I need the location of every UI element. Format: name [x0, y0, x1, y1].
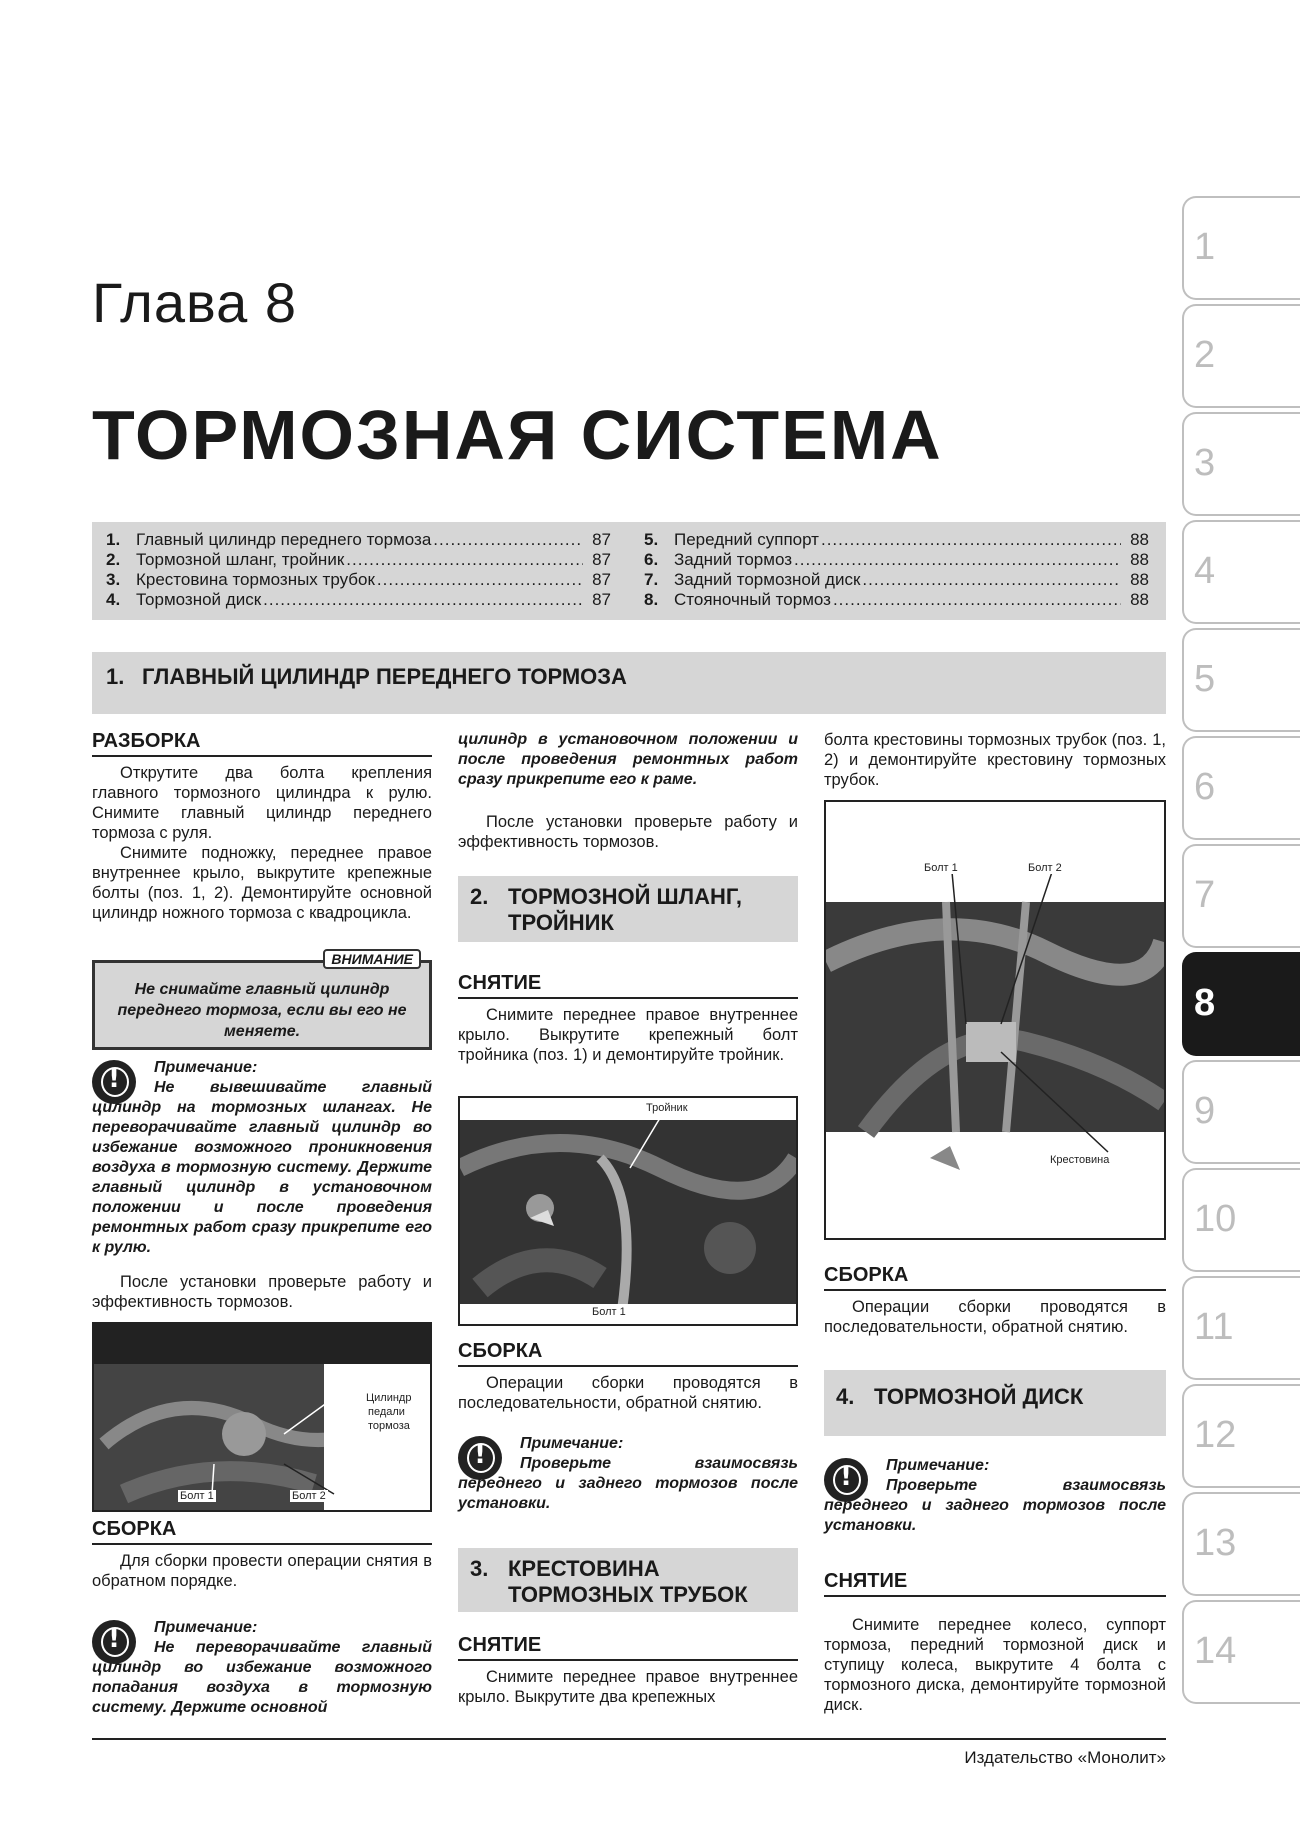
toc-title: Крестовина тормозных трубок — [136, 570, 375, 589]
chapter-tab-label: 5 — [1194, 658, 1216, 700]
toc-leader — [794, 550, 1121, 570]
subheading-sborka: СБОРКА — [458, 1340, 798, 1367]
toc-leader — [821, 530, 1121, 550]
note-label: Примечание: — [154, 1059, 258, 1076]
chapter-tab-6[interactable] — [1182, 736, 1300, 840]
chapter-tab-9[interactable] — [1182, 1060, 1300, 1164]
paragraph: После установки проверьте работу и эффективность тормозов. — [458, 813, 798, 851]
toc-row[interactable] — [106, 530, 611, 550]
chapter-tab-11[interactable] — [1182, 1276, 1300, 1380]
subheading-snyatie: СНЯТИЕ — [458, 1634, 798, 1661]
chapter-tab-2[interactable] — [1182, 304, 1300, 408]
note-text: Проверьте взаимосвязь переднего и заднего тормозов после установки. — [824, 1477, 1166, 1534]
column-1-after-note — [92, 1272, 432, 1312]
subheading-snyatie: СНЯТИЕ — [458, 972, 798, 999]
paragraph: Операции сборки проводятся в последовательности, обратной снятию. — [458, 1374, 798, 1412]
column-1 — [92, 730, 432, 923]
column-1-sborka — [92, 1518, 432, 1591]
photo-brake-cross — [824, 800, 1166, 1240]
photo-master-cylinder — [92, 1322, 432, 1512]
section-title: ТОРМОЗНОЙ ДИСК — [874, 1384, 1084, 1409]
photo-label: Крестовина — [1050, 1154, 1110, 1166]
photo-label: Болт 2 — [1028, 862, 1062, 874]
chapter-tab-label: 9 — [1194, 1090, 1216, 1132]
subheading-sborka: СБОРКА — [824, 1264, 1166, 1291]
toc-page: 88 — [1130, 550, 1149, 569]
toc-number: 4. — [106, 590, 121, 609]
toc-leader — [862, 570, 1121, 590]
toc-leader — [433, 530, 583, 550]
section-title-line: ТОРМОЗНОЙ ШЛАНГ, — [508, 884, 742, 909]
photo-label: Болт 2 — [292, 1490, 326, 1502]
note-label: Примечание: — [154, 1619, 258, 1636]
subheading-sborka: СБОРКА — [92, 1518, 432, 1545]
toc-title: Главный цилиндр переднего тормоза — [136, 530, 432, 549]
section-1-header — [92, 652, 1166, 714]
table-of-contents — [92, 522, 1166, 620]
paragraph: Открутите два болта крепления главного тормозного цилиндра к рулю. Снимите главный цилиндр переднего тормоза с руля. — [92, 764, 432, 842]
section-number: 4. — [836, 1384, 855, 1409]
paragraph: Снимите переднее правое внутреннее крыло. Выкрутите два крепежных — [458, 1668, 798, 1706]
toc-number: 3. — [106, 570, 121, 589]
section-title-line: КРЕСТОВИНА — [508, 1556, 660, 1581]
chapter-tab-8[interactable] — [1182, 952, 1300, 1056]
section-title: ГЛАВНЫЙ ЦИЛИНДР ПЕРЕДНЕГО ТОРМОЗА — [142, 664, 627, 689]
column-2 — [458, 730, 798, 852]
chapter-tab-4[interactable] — [1182, 520, 1300, 624]
photo-image — [460, 1098, 796, 1324]
subheading-razborka: РАЗБОРКА — [92, 730, 432, 757]
photo-label: тормоза — [368, 1420, 410, 1432]
chapter-tab-label: 6 — [1194, 766, 1216, 808]
photo-label: педали — [368, 1406, 405, 1418]
chapter-tab-label: 8 — [1194, 982, 1216, 1024]
column-3-snyatie — [824, 1570, 1166, 1715]
note-4 — [824, 1456, 1166, 1536]
warning-text: Не снимайте главный цилиндр переднего тормоза, если вы его не меняете. — [117, 981, 407, 1040]
photo-label: Болт 1 — [180, 1490, 214, 1502]
photo-label: Болт 1 — [592, 1306, 626, 1318]
toc-row[interactable] — [644, 570, 1149, 590]
section-title-line: ТРОЙНИК — [508, 910, 614, 935]
note-continuation: цилиндр в установочном положении и после проведения ремонтных работ сразу прикрепите его к раме. — [458, 731, 798, 788]
chapter-tab-1[interactable] — [1182, 196, 1300, 300]
note-2 — [92, 1618, 432, 1718]
paragraph: После установки проверьте работу и эффективность тормозов. — [92, 1273, 432, 1311]
column-3-sborka — [824, 1264, 1166, 1337]
chapter-tab-13[interactable] — [1182, 1492, 1300, 1596]
section-3-header — [458, 1548, 798, 1612]
column-2-snyatie — [458, 972, 798, 1065]
chapter-tab-label: 7 — [1194, 874, 1216, 916]
section-2-header — [458, 876, 798, 942]
chapter-tab-label: 3 — [1194, 442, 1216, 484]
chapter-tab-label: 14 — [1194, 1630, 1237, 1672]
toc-title: Стояночный тормоз — [674, 590, 831, 609]
toc-page: 87 — [592, 530, 611, 549]
chapter-tab-label: 4 — [1194, 550, 1216, 592]
column-2-sborka — [458, 1340, 798, 1413]
toc-number: 7. — [644, 570, 659, 589]
toc-row[interactable] — [106, 570, 611, 590]
chapter-tab-5[interactable] — [1182, 628, 1300, 732]
publisher: Издательство «Монолит» — [964, 1748, 1166, 1767]
subheading-snyatie: СНЯТИЕ — [824, 1570, 1166, 1597]
toc-number: 5. — [644, 530, 659, 549]
chapter-number: Глава 8 — [92, 271, 297, 334]
toc-row[interactable] — [106, 590, 611, 610]
toc-row[interactable] — [644, 550, 1149, 570]
toc-row[interactable] — [106, 550, 611, 570]
section-number: 3. — [470, 1556, 489, 1581]
paragraph: Для сборки провести операции снятия в обратном порядке. — [92, 1552, 432, 1590]
toc-page: 88 — [1130, 590, 1149, 609]
note-label: Примечание: — [520, 1435, 624, 1452]
chapter-tab-14[interactable] — [1182, 1600, 1300, 1704]
page-title: ТОРМОЗНАЯ СИСТЕМА — [92, 396, 943, 474]
note-text: Не вывешивайте главный цилиндр на тормозных шлангах. Не переворачивайте главный цилиндр во избежание возможного проникновения воздуха в тормозную систему. Держите главный цилиндр в установочном положении и после проведения ремонтных работ сразу прикрепите его к рулю. — [92, 1079, 432, 1256]
chapter-tab-10[interactable] — [1182, 1168, 1300, 1272]
toc-number: 2. — [106, 550, 121, 569]
section-title-line: ТОРМОЗНЫХ ТРУБОК — [508, 1582, 748, 1607]
toc-title: Тормозной диск — [136, 590, 262, 609]
note-text: Не переворачивайте главный цилиндр во избежание возможного попадания воздуха в тормозную систему. Держите основной — [92, 1639, 432, 1716]
toc-title: Тормозной шланг, тройник — [136, 550, 345, 569]
toc-number: 6. — [644, 550, 659, 569]
column-2-snyatie-2 — [458, 1634, 798, 1707]
toc-leader — [377, 570, 583, 590]
paragraph: Снимите подножку, переднее правое внутреннее крыло, выкрутите крепежные болты (поз. 1, 2). Демонтируйте основной цилиндр ножного тормоза с квадроцикла. — [92, 844, 432, 922]
chapter-tab-label: 13 — [1194, 1522, 1237, 1564]
toc-title: Передний суппорт — [674, 530, 819, 549]
toc-title: Задний тормоз — [674, 550, 792, 569]
photo-label: Цилиндр — [366, 1392, 412, 1404]
warning-box — [92, 951, 432, 1050]
toc-page: 88 — [1130, 530, 1149, 549]
column-3 — [824, 730, 1166, 790]
chapter-tab-label: 11 — [1194, 1306, 1234, 1348]
footer-divider — [92, 1738, 1166, 1740]
toc-page: 88 — [1130, 570, 1149, 589]
toc-page: 87 — [592, 570, 611, 589]
photo-label: Тройник — [646, 1102, 688, 1114]
paragraph: Снимите переднее правое внутреннее крыло. Выкрутите крепежный болт тройника (поз. 1) и демонтируйте тройник. — [458, 1006, 798, 1064]
toc-row[interactable] — [644, 530, 1149, 550]
paragraph-continuation: болта крестовины тормозных трубок (поз. 1, 2) и демонтируйте крестовину тормозных трубок. — [824, 731, 1166, 789]
photo-label: Болт 1 — [924, 862, 958, 874]
paragraph: Снимите переднее колесо, суппорт тормоза, передний тормозной диск и ступицу колеса, выкрутите 4 болта с тормозного диска, демонтируйте тормозной диск. — [824, 1616, 1166, 1714]
note-1 — [92, 1058, 432, 1258]
chapter-tab-3[interactable] — [1182, 412, 1300, 516]
note-label: Примечание: — [886, 1457, 990, 1474]
section-number: 2. — [470, 884, 489, 909]
note-3 — [458, 1434, 798, 1514]
chapter-tab-12[interactable] — [1182, 1384, 1300, 1488]
chapter-tab-label: 2 — [1194, 334, 1216, 376]
toc-leader — [263, 590, 583, 610]
toc-row[interactable] — [644, 590, 1149, 610]
chapter-tab-label: 1 — [1194, 226, 1216, 268]
section-4-header — [824, 1370, 1166, 1436]
toc-leader — [346, 550, 583, 570]
photo-image — [826, 802, 1164, 1238]
toc-number: 1. — [106, 530, 121, 549]
chapter-tab-label: 10 — [1194, 1198, 1237, 1240]
chapter-tab-7[interactable] — [1182, 844, 1300, 948]
photo-brake-tee — [458, 1096, 798, 1326]
paragraph: Операции сборки проводятся в последовательности, обратной снятию. — [824, 1298, 1166, 1336]
note-text: Проверьте взаимосвязь переднего и заднего тормозов после установки. — [458, 1455, 798, 1512]
toc-number: 8. — [644, 590, 659, 609]
toc-title: Задний тормозной диск — [674, 570, 861, 589]
warning-badge: ВНИМАНИЕ — [323, 949, 421, 969]
section-number: 1. — [106, 664, 125, 689]
toc-page: 87 — [592, 590, 611, 609]
toc-page: 87 — [592, 550, 611, 569]
toc-leader — [833, 590, 1121, 610]
chapter-tab-label: 12 — [1194, 1414, 1237, 1456]
